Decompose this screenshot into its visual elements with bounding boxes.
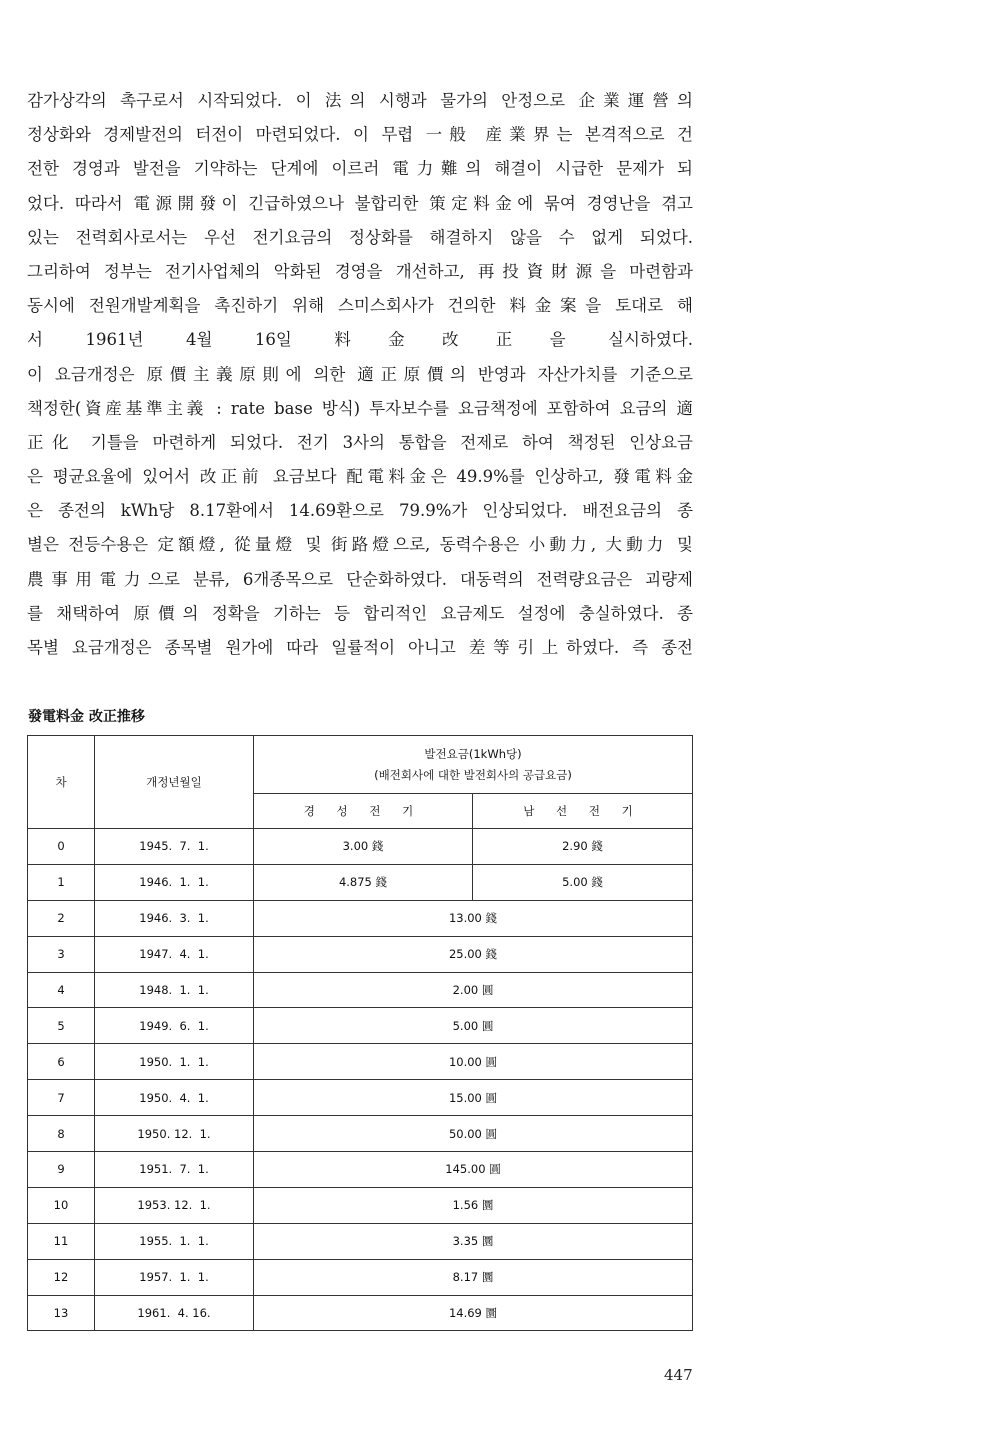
cell-cha: 4 <box>28 972 95 1008</box>
table-body <box>28 829 693 1331</box>
cell-rate-gyeongseong: 3.00 錢 <box>254 829 473 865</box>
cell-rate: 2.00 圓 <box>254 972 693 1008</box>
text-line: 은 평균요율에 있어서 改正前 요금보다 配電料金은 49.9%를 인상하고, 發電料金 <box>27 467 693 487</box>
cell-date: 1948. 1. 1. <box>95 972 254 1008</box>
table-row <box>28 1080 693 1116</box>
table-row <box>28 936 693 972</box>
table-row <box>28 1008 693 1044</box>
cell-cha: 13 <box>28 1295 95 1331</box>
text-line: 목별 요금개정은 종목별 원가에 따라 일률적이 아니고 差等引上하였다. 즉 종전 <box>27 638 693 657</box>
cell-rate: 13.00 錢 <box>254 900 693 936</box>
header-rate <box>254 736 693 794</box>
cell-date: 1947. 4. 1. <box>95 936 254 972</box>
cell-rate: 1.56 圜 <box>254 1187 693 1223</box>
cell-rate: 25.00 錢 <box>254 936 693 972</box>
header-cha: 차 <box>28 736 95 829</box>
cell-cha: 0 <box>28 829 95 865</box>
cell-date: 1961. 4. 16. <box>95 1295 254 1331</box>
text-line: 를 채택하여 原價의 정확을 기하는 등 합리적인 요금제도 설정에 충실하였다. 종 <box>27 603 693 623</box>
cell-cha: 9 <box>28 1152 95 1188</box>
text-line: 동시에 전원개발계획을 촉진하기 위해 스미스회사가 건의한 料金案을 토대로 해 <box>27 296 693 316</box>
cell-cha: 11 <box>28 1223 95 1259</box>
cell-date: 1957. 1. 1. <box>95 1259 254 1295</box>
cell-rate-namseon: 2.90 錢 <box>473 829 693 865</box>
cell-date: 1950. 12. 1. <box>95 1116 254 1152</box>
cell-date: 1949. 6. 1. <box>95 1008 254 1044</box>
text-line: 전한 경영과 발전을 기약하는 단계에 이르러 電力難의 해결이 시급한 문제가 되 <box>27 159 693 179</box>
cell-rate: 15.00 圓 <box>254 1080 693 1116</box>
table-row <box>28 1259 693 1295</box>
cell-rate: 50.00 圓 <box>254 1116 693 1152</box>
text-line: 정상화와 경제발전의 터전이 마련되었다. 이 무렵 一般 産業界는 본격적으로 건 <box>27 125 693 145</box>
table-row <box>28 972 693 1008</box>
text-line: 서 1961년 4월 16일 料金改正을 실시하였다. <box>27 330 693 350</box>
cell-cha: 12 <box>28 1259 95 1295</box>
text-line: 별은 전등수용은 定額燈, 從量燈 및 街路燈으로, 동력수용은 小動力, 大動力 및 <box>27 535 693 555</box>
cell-rate: 10.00 圓 <box>254 1044 693 1080</box>
cell-date: 1953. 12. 1. <box>95 1187 254 1223</box>
cell-cha: 6 <box>28 1044 95 1080</box>
cell-cha: 10 <box>28 1187 95 1223</box>
body-text <box>27 84 693 665</box>
table-row <box>28 1152 693 1188</box>
cell-cha: 8 <box>28 1116 95 1152</box>
cell-cha: 7 <box>28 1080 95 1116</box>
table-row <box>28 829 693 865</box>
cell-cha: 2 <box>28 900 95 936</box>
header-gyeongseong: 경 성 전 기 <box>254 794 473 829</box>
table-row <box>28 1044 693 1080</box>
text-line: 正化 기틀을 마련하게 되었다. 전기 3사의 통합을 전제로 하여 책정된 인상요금 <box>27 432 693 452</box>
page-number: 447 <box>664 1366 693 1384</box>
text-line: 農事用電力으로 분류, 6개종목으로 단순화하였다. 대동력의 전력량요금은 괴량제 <box>27 569 693 589</box>
cell-date: 1946. 1. 1. <box>95 864 254 900</box>
cell-date: 1951. 7. 1. <box>95 1152 254 1188</box>
rate-history-table <box>27 735 693 1331</box>
cell-date: 1950. 4. 1. <box>95 1080 254 1116</box>
text-line: 그리하여 정부는 전기사업체의 악화된 경영을 개선하고, 再投資財源을 마련함과 <box>27 261 693 281</box>
cell-cha: 5 <box>28 1008 95 1044</box>
table-row <box>28 864 693 900</box>
table-row <box>28 1223 693 1259</box>
table-row <box>28 900 693 936</box>
cell-rate-namseon: 5.00 錢 <box>473 864 693 900</box>
cell-rate: 8.17 圜 <box>254 1259 693 1295</box>
table-row <box>28 1295 693 1331</box>
text-line: 감가상각의 촉구로서 시작되었다. 이 法의 시행과 물가의 안정으로 企業運營의 <box>27 91 693 110</box>
header-rate-title: 발전요금(1kWh당) <box>424 746 522 761</box>
text-line: 책정한(資産基準主義 : rate base 방식) 투자보수를 요금책정에 포함하여 요금의 適 <box>27 398 693 418</box>
cell-date: 1945. 7. 1. <box>95 829 254 865</box>
text-line: 있는 전력회사로서는 우선 전기요금의 정상화를 해결하지 않을 수 없게 되었다. <box>27 227 693 247</box>
cell-date: 1950. 1. 1. <box>95 1044 254 1080</box>
header-date: 개정년월일 <box>95 736 254 829</box>
table-caption: 發電料金 改正推移 <box>28 709 145 725</box>
text-line: 이 요금개정은 原價主義原則에 의한 適正原價의 반영과 자산가치를 기준으로 <box>27 364 693 384</box>
cell-cha: 3 <box>28 936 95 972</box>
cell-rate: 5.00 圓 <box>254 1008 693 1044</box>
cell-date: 1946. 3. 1. <box>95 900 254 936</box>
cell-date: 1955. 1. 1. <box>95 1223 254 1259</box>
header-namseon: 남 선 전 기 <box>473 794 693 829</box>
text-line: 은 종전의 kWh당 8.17환에서 14.69환으로 79.9%가 인상되었다. 배전요금의 종 <box>27 501 693 521</box>
cell-cha: 1 <box>28 864 95 900</box>
header-rate-note: (배전회사에 대한 발전회사의 공급요금) <box>374 767 572 782</box>
cell-rate-gyeongseong: 4.875 錢 <box>254 864 473 900</box>
table-row <box>28 1116 693 1152</box>
text-line: 었다. 따라서 電源開發이 긴급하였으나 불합리한 策定料金에 묶여 경영난을 겪고 <box>27 193 693 213</box>
cell-rate: 14.69 圜 <box>254 1295 693 1331</box>
cell-rate: 145.00 圓 <box>254 1152 693 1188</box>
cell-rate: 3.35 圜 <box>254 1223 693 1259</box>
table-row <box>28 1187 693 1223</box>
